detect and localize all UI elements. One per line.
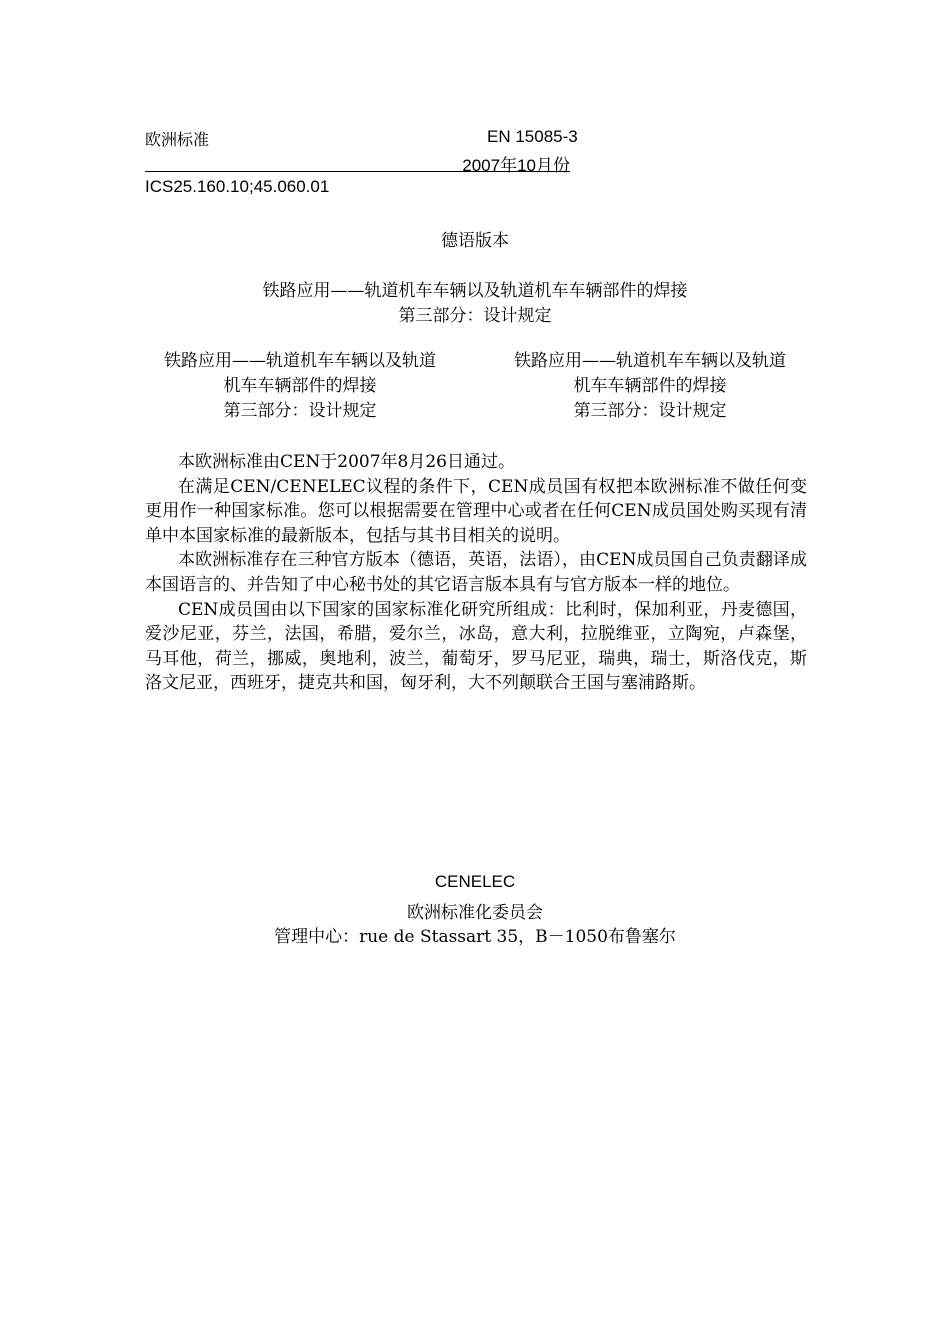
title-column-left-line2: 机车车辆部件的焊接 (223, 376, 377, 396)
paragraph-approval: 本欧洲标准由CEN于2007年8月26日通过。 (178, 452, 516, 472)
document-type-label: 欧洲标准 (145, 130, 210, 149)
document-subtitle: 第三部分：设计规定 (398, 306, 552, 326)
ics-code: ICS25.160.10;45.060.01 (145, 177, 330, 196)
body-text (145, 450, 807, 696)
title-column-left-line3: 第三部分：设计规定 (223, 401, 377, 421)
footer-organization: CENELEC (434, 872, 516, 891)
header-rule (145, 151, 570, 175)
title-column-right-line1: 铁路应用——轨道机车车辆以及轨道 (514, 351, 786, 371)
title-column-left-line1: 铁路应用——轨道机车车辆以及轨道 (164, 351, 436, 371)
standard-number: EN 15085-3 (487, 127, 578, 146)
title-column-left (145, 349, 455, 424)
paragraph-versions: 本欧洲标准存在三种官方版本（德语，英语，法语），由CEN成员国自己负责翻译成本国语言的、并告知了中心秘书处的其它语言版本具有与官方版本一样的地位。 (145, 550, 807, 595)
paragraph-members: CEN成员国由以下国家的国家标准化研究所组成：比利时，保加利亚，丹麦德国，爱沙尼亚，芬兰，法国，希腊，爱尔兰，冰岛，意大利，拉脱维亚，立陶宛，卢森堡，马耳他，荷兰，挪威，奥地利，波兰，葡萄牙，罗马尼亚，瑞典，瑞士，斯洛伐克，斯洛文尼亚，西班牙，捷克共和国，匈牙利，大不列颠联合王国与塞浦路斯。 (145, 599, 807, 694)
footer-committee: 欧洲标准化委员会 (407, 903, 543, 923)
title-column-right-line3: 第三部分：设计规定 (573, 401, 727, 421)
footer-address: 管理中心：rue de Stassart 35，B－1050布鲁塞尔 (274, 927, 676, 947)
publication-date: 2007年10月份 (462, 156, 570, 175)
title-column-right (495, 349, 805, 424)
paragraph-usage: 在满足CEN/CENELEC议程的条件下，CEN成员国有权把本欧洲标准不做任何变更用作一种国家标准。您可以根据需要在管理中心或者在任何CEN成员国处购买现有清单中本国家标准的最新版本，包括与其书目相关的说明。 (145, 476, 807, 546)
version-label: 德语版本 (441, 231, 509, 251)
title-column-right-line2: 机车车辆部件的焊接 (573, 376, 727, 396)
document-title: 铁路应用——轨道机车车辆以及轨道机车车辆部件的焊接 (262, 281, 688, 301)
